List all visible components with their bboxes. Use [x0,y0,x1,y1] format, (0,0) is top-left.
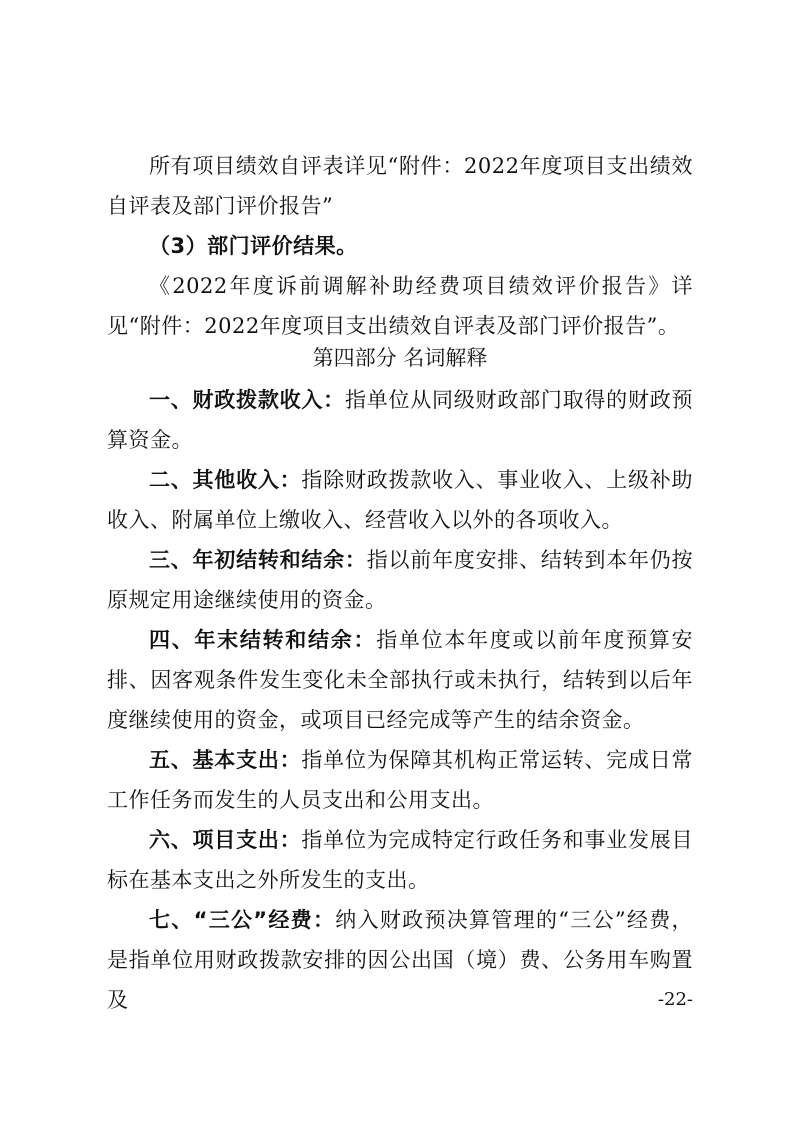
term-item [107,620,693,740]
term-definition: 指单位为保障其机构正常运转、完成日常工作任务而发生的人员支出和公用支出。 [107,748,694,812]
term-definition: 指单位从同级财政部门取得的财政预算资金。 [107,388,693,452]
term-label: 一、财政拨款收入： [149,388,345,412]
term-definition: 指单位为完成特定行政任务和事业发展目标在基本支出之外所发生的支出。 [107,828,694,892]
term-definition: 指除财政拨款收入、事业收入、上级补助收入、附属单位上缴收入、经营收入以外的各项收入。 [107,468,694,532]
term-item [107,740,693,820]
term-item [107,900,693,1020]
subheading-department-evaluation-result: （3）部门评价结果。 [149,234,358,258]
term-item [107,460,693,540]
term-definition: 指单位本年度或以前年度预算安排、因客观条件发生变化未全部执行或未执行，结转到以后年度继续使用的资金，或项目已经完成等产生的结余资金。 [107,628,694,732]
term-item [107,820,693,900]
term-label: 七、“三公”经费： [149,908,336,932]
term-label: 五、基本支出： [149,748,302,772]
paragraph-performance-self-evaluation: 所有项目绩效自评表详见“附件：2022年度项目支出绩效自评表及部门评价报告” [107,154,693,218]
term-label: 六、项目支出： [149,828,302,852]
term-label: 四、年末结转和结余： [149,628,377,652]
paragraph-evaluation-report: 《2022年度诉前调解补助经费项目绩效评价报告》详见“附件：2022年度项目支出绩效自评表及部门评价报告”。 [107,274,693,338]
term-definition: 指以前年度安排、结转到本年仍按原规定用途继续使用的资金。 [107,548,694,612]
term-label: 二、其他收入： [149,468,302,492]
section-title: 第四部分 名词解释 [312,346,488,370]
page-number: -22- [657,989,693,1010]
term-item [107,380,693,460]
term-label: 三、年初结转和结余： [149,548,367,572]
term-item [107,540,693,620]
term-definition: 纳入财政预决算管理的“三公”经费，是指单位用财政拨款安排的因公出国（境）费、公务用车购置及 [107,908,693,1012]
